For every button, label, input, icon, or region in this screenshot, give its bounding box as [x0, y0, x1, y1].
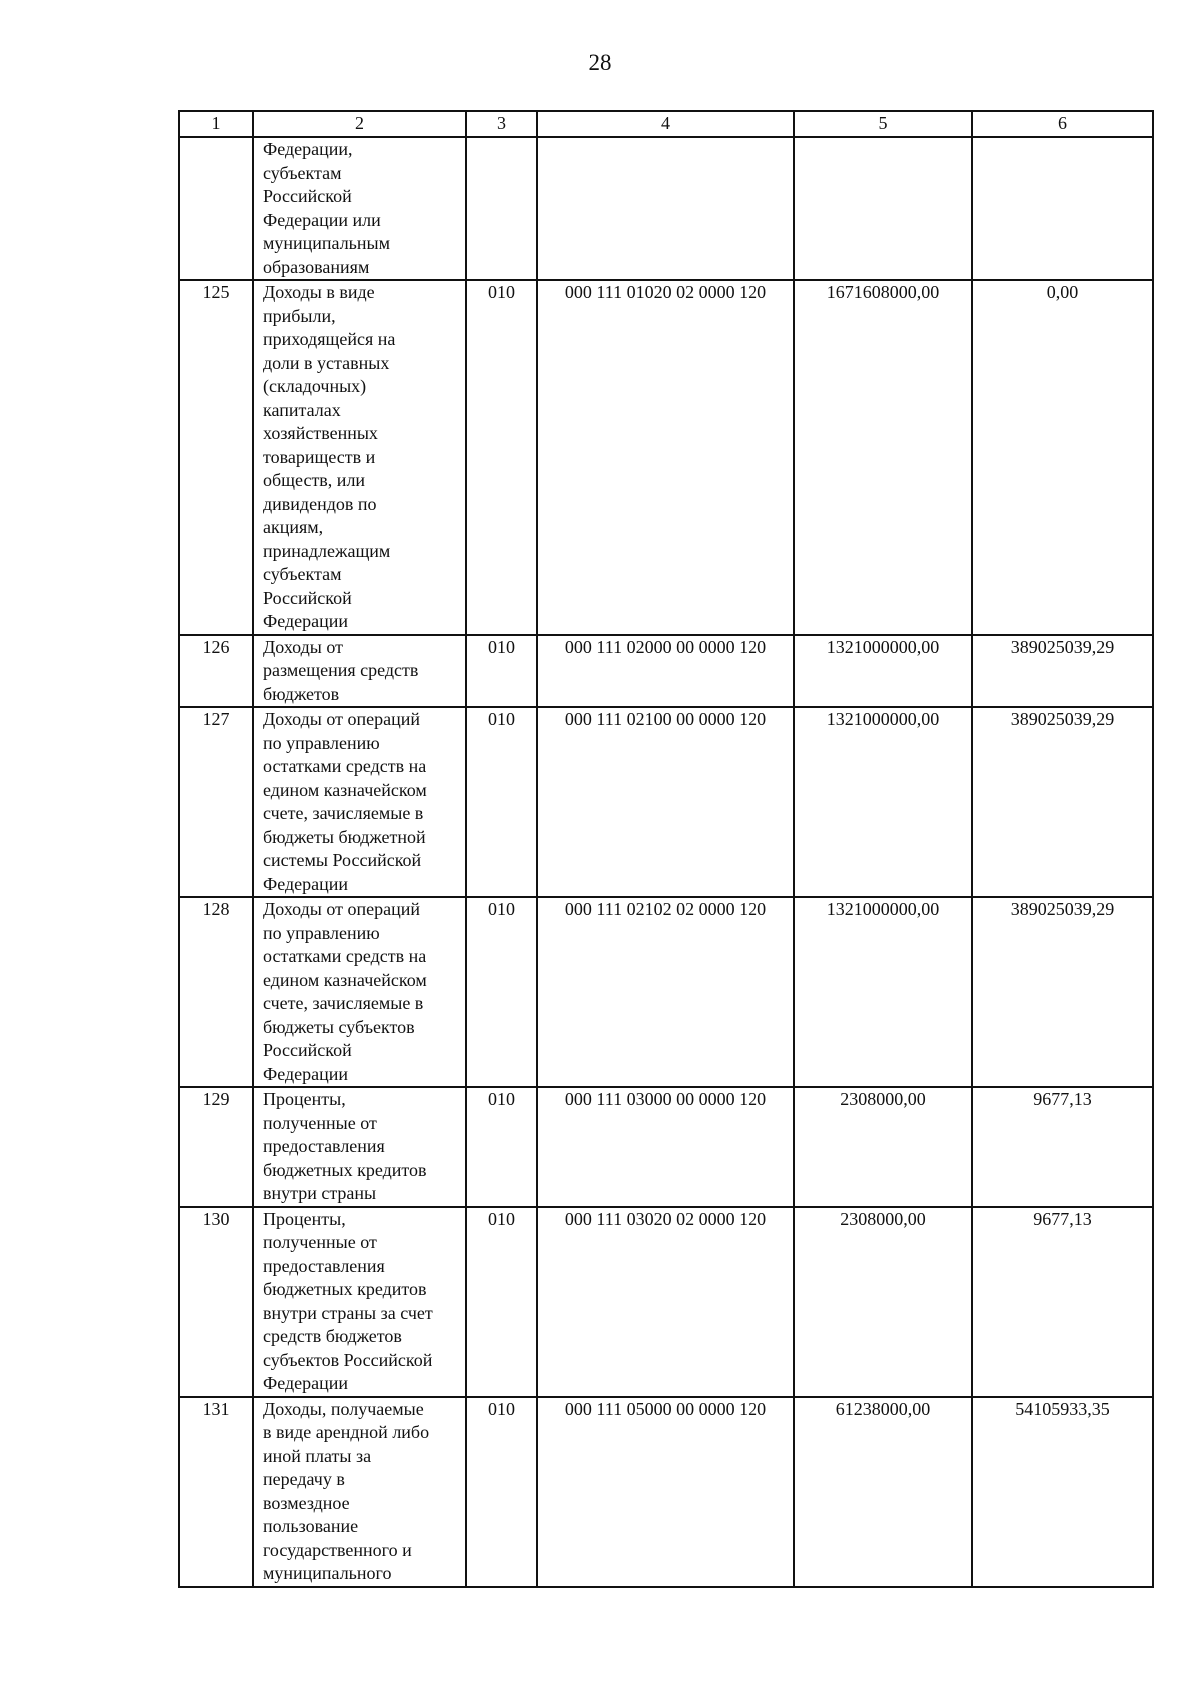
row-code-cell — [466, 1207, 537, 1397]
row-name-cell — [253, 897, 466, 1087]
row-code-text: 010 — [488, 709, 515, 729]
row-fact-cell — [972, 280, 1153, 635]
row-plan-cell — [794, 897, 972, 1087]
page-number: 28 — [588, 50, 612, 75]
row-kbk-cell — [537, 280, 794, 635]
row-number-cell — [179, 1207, 253, 1397]
row-kbk-cell — [537, 897, 794, 1087]
row-plan-cell — [794, 137, 972, 280]
row-code-text: 010 — [488, 899, 515, 919]
table-row — [179, 1397, 1153, 1587]
row-name-cell — [253, 1207, 466, 1397]
table-row — [179, 280, 1153, 635]
column-header-6: 6 — [972, 111, 1153, 137]
table-row — [179, 897, 1153, 1087]
column-header-2: 2 — [253, 111, 466, 137]
row-fact-text: 9677,13 — [1033, 1089, 1092, 1109]
row-kbk-cell — [537, 1397, 794, 1587]
row-plan-cell — [794, 1207, 972, 1397]
row-kbk-text: 000 111 03000 00 0000 120 — [564, 1089, 767, 1109]
row-kbk-text: 000 111 05000 00 0000 120 — [564, 1398, 767, 1419]
row-code-cell — [466, 1397, 537, 1587]
row-name-text: Доходы от операций по управлению остатками средств на едином казначейском счете, зачисляемые в бюджеты субъектов Российской Федерации — [263, 899, 427, 1084]
row-fact-cell — [972, 1087, 1153, 1207]
row-code-text: 010 — [488, 1398, 515, 1419]
row-code-cell — [466, 1087, 537, 1207]
row-name-text: Доходы от операций по управлению остатками средств на едином казначейском счете, зачисляемые в бюджеты бюджетной системы Российской Федерации — [263, 709, 427, 894]
row-plan-text: 1321000000,00 — [826, 899, 940, 919]
table-row — [179, 707, 1153, 897]
row-number-cell — [179, 137, 253, 280]
row-name-cell — [253, 1397, 466, 1587]
row-fact-text: 389025039,29 — [1010, 636, 1115, 657]
row-plan-cell — [794, 707, 972, 897]
table-row — [179, 635, 1153, 708]
row-fact-text: 54105933,35 — [1015, 1398, 1110, 1419]
row-plan-cell — [794, 1087, 972, 1207]
row-name-cell — [253, 280, 466, 635]
row-fact-text: 389025039,29 — [1010, 709, 1115, 729]
row-number-text: 125 — [202, 282, 230, 302]
column-number-row — [179, 111, 1153, 137]
row-code-text: 010 — [488, 282, 515, 302]
row-number-cell — [179, 1087, 253, 1207]
row-plan-cell — [794, 280, 972, 635]
row-code-cell — [466, 707, 537, 897]
row-fact-cell — [972, 1397, 1153, 1587]
row-fact-cell — [972, 1207, 1153, 1397]
row-plan-text: 1671608000,00 — [826, 282, 940, 302]
row-name-cell — [253, 635, 466, 708]
row-fact-cell — [972, 635, 1153, 708]
row-number-text: 128 — [202, 899, 230, 919]
row-code-cell — [466, 635, 537, 708]
column-header-4: 4 — [537, 111, 794, 137]
row-fact-text: 389025039,29 — [1010, 899, 1115, 919]
row-name-text: Доходы, получаемые в виде арендной либо иной платы за передачу в возмездное пользование государственного и муниципального — [263, 1398, 430, 1583]
column-header-3: 3 — [466, 111, 537, 137]
row-name-cell — [253, 1087, 466, 1207]
row-kbk-cell — [537, 635, 794, 708]
row-plan-text: 1321000000,00 — [826, 636, 940, 657]
row-kbk-cell — [537, 1087, 794, 1207]
row-number-cell — [179, 635, 253, 708]
row-name-cell — [253, 707, 466, 897]
table-row — [179, 1207, 1153, 1397]
row-plan-text: 1321000000,00 — [826, 709, 940, 729]
row-kbk-cell — [537, 707, 794, 897]
row-fact-cell — [972, 137, 1153, 280]
row-name-text: Проценты, полученные от предоставления бюджетных кредитов внутри страны за счет средств бюджетов субъектов Российской Федерации — [263, 1208, 433, 1393]
row-number-text: 130 — [202, 1208, 230, 1229]
row-name-text: Федерации, субъектам Российской Федерации или муниципальным образованиям — [263, 139, 391, 277]
row-code-text: 010 — [488, 1208, 515, 1229]
row-kbk-text: 000 111 02000 00 0000 120 — [564, 636, 767, 657]
row-fact-cell — [972, 897, 1153, 1087]
row-code-cell — [466, 280, 537, 635]
row-fact-cell — [972, 707, 1153, 897]
row-fact-text: 0,00 — [1046, 282, 1079, 302]
row-kbk-cell — [537, 1207, 794, 1397]
row-plan-text: 2308000,00 — [840, 1089, 926, 1109]
row-kbk-text: 000 111 01020 02 0000 120 — [564, 282, 767, 302]
row-name-text: Доходы от размещения средств бюджетов — [263, 636, 419, 704]
revenue-table — [178, 110, 1154, 1588]
row-plan-text: 61238000,00 — [835, 1398, 931, 1419]
row-fact-text: 9677,13 — [1033, 1208, 1092, 1229]
row-number-text: 129 — [202, 1089, 230, 1109]
table-row-continuation — [179, 137, 1153, 280]
row-kbk-text: 000 111 02100 00 0000 120 — [564, 709, 767, 729]
column-header-1: 1 — [179, 111, 253, 137]
table-row — [179, 1087, 1153, 1207]
row-number-cell — [179, 707, 253, 897]
row-number-text: 127 — [202, 709, 230, 729]
row-name-text: Доходы в виде прибыли, приходящейся на доли в уставных (складочных) капиталах хозяйственных товариществ и обществ, или дивидендов по акциям, принадлежащим субъектам Российской Федерации — [263, 282, 396, 631]
row-kbk-text: 000 111 03020 02 0000 120 — [564, 1208, 767, 1229]
row-name-cell — [253, 137, 466, 280]
row-name-text: Проценты, полученные от предоставления бюджетных кредитов внутри страны — [263, 1089, 427, 1203]
row-plan-cell — [794, 1397, 972, 1587]
row-code-cell — [466, 137, 537, 280]
row-kbk-cell — [537, 137, 794, 280]
row-code-text: 010 — [488, 636, 515, 657]
row-number-cell — [179, 1397, 253, 1587]
row-plan-text: 2308000,00 — [840, 1208, 926, 1229]
row-number-cell — [179, 897, 253, 1087]
column-header-5: 5 — [794, 111, 972, 137]
row-number-text: 131 — [202, 1398, 230, 1419]
row-number-text: 126 — [202, 636, 230, 657]
row-code-cell — [466, 897, 537, 1087]
row-number-cell — [179, 280, 253, 635]
row-kbk-text: 000 111 02102 02 0000 120 — [564, 899, 767, 919]
row-plan-cell — [794, 635, 972, 708]
row-code-text: 010 — [488, 1089, 515, 1109]
